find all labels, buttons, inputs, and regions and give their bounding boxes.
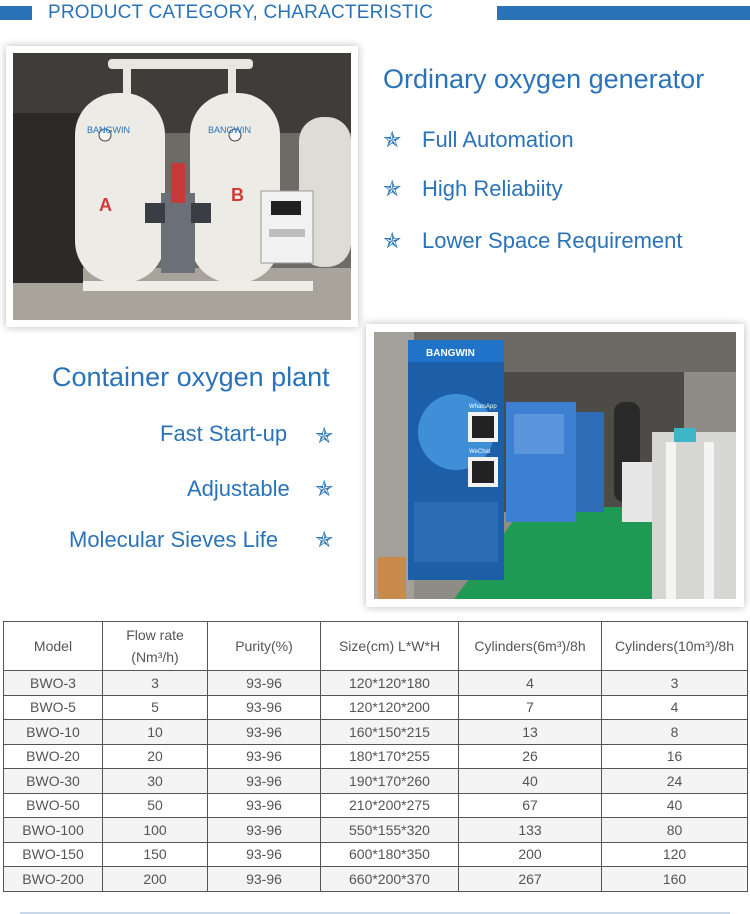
table-cell: 93-96 [208, 769, 321, 794]
feature-adjustable: Adjustable [187, 476, 290, 501]
table-cell: 120 [602, 842, 748, 867]
table-cell: 180*170*255 [321, 744, 459, 769]
feature-lower-space: Lower Space Requirement [422, 228, 683, 253]
table-row [4, 744, 748, 769]
column-header-cylinders-6: Cylinders(6m³)/8h [459, 622, 602, 671]
banner-brand: BANGWIN [426, 348, 475, 359]
table-cell: 4 [602, 695, 748, 720]
table-cell: 24 [602, 769, 748, 794]
table-cell: 160 [602, 867, 748, 892]
table-cell: 67 [459, 793, 602, 818]
table-cell: 200 [103, 867, 208, 892]
oxygen-generator-illustration [13, 53, 351, 320]
table-row [4, 793, 748, 818]
tank-b-letter: B [231, 185, 244, 205]
star-icon: ✯ [383, 228, 402, 253]
star-icon: ✯ [383, 127, 402, 152]
feature-fast-startup: Fast Start-up [160, 421, 288, 446]
header-accent-bar-left [0, 6, 32, 20]
table-cell: 600*180*350 [321, 842, 459, 867]
table-row [4, 671, 748, 696]
table-cell: 93-96 [208, 818, 321, 843]
oxygen-generator-photo [6, 46, 358, 327]
spec-table [3, 621, 748, 892]
table-cell: 16 [602, 744, 748, 769]
table-row [4, 769, 748, 794]
table-cell: 93-96 [208, 793, 321, 818]
container-plant-title: Container oxygen plant [52, 362, 330, 392]
star-icon: ✯ [383, 176, 402, 201]
table-row [4, 867, 748, 892]
table-cell: 26 [459, 744, 602, 769]
table-cell: 40 [602, 793, 748, 818]
feature-molecular-sieves-life: Molecular Sieves Life [69, 527, 279, 552]
table-cell: 267 [459, 867, 602, 892]
header-accent-bar-right [497, 6, 750, 20]
table-cell: 93-96 [208, 671, 321, 696]
table-cell: 80 [602, 818, 748, 843]
container-plant-photo [366, 324, 744, 607]
table-cell: 120*120*180 [321, 671, 459, 696]
table-cell: BWO-30 [4, 769, 103, 794]
table-cell: 8 [602, 720, 748, 745]
table-cell: 93-96 [208, 842, 321, 867]
table-cell: 3 [602, 671, 748, 696]
table-cell: 200 [459, 842, 602, 867]
table-cell: 10 [103, 720, 208, 745]
star-icon: ✯ [315, 476, 334, 501]
table-cell: 93-96 [208, 720, 321, 745]
feature-full-automation: Full Automation [422, 127, 574, 152]
table-cell: 50 [103, 793, 208, 818]
section-heading: PRODUCT CATEGORY, CHARACTERISTIC [48, 2, 434, 23]
table-cell: 20 [103, 744, 208, 769]
table-cell: 4 [459, 671, 602, 696]
column-header-size: Size(cm) L*W*H [321, 622, 459, 671]
table-cell: 7 [459, 695, 602, 720]
column-header-flow-rate-unit: (Nm³/h) [131, 649, 179, 665]
tank-a-letter: A [99, 195, 112, 215]
table-cell: BWO-100 [4, 818, 103, 843]
table-cell: BWO-20 [4, 744, 103, 769]
column-header-cylinders-10: Cylinders(10m³)/8h [602, 622, 748, 671]
table-cell: 30 [103, 769, 208, 794]
feature-high-reliability: High Reliabiity [422, 176, 563, 201]
table-row [4, 818, 748, 843]
table-cell: 160*150*215 [321, 720, 459, 745]
star-icon: ✯ [315, 527, 334, 552]
table-cell: 550*155*320 [321, 818, 459, 843]
table-cell: 660*200*370 [321, 867, 459, 892]
table-cell: 133 [459, 818, 602, 843]
table-cell: 120*120*200 [321, 695, 459, 720]
table-cell: 40 [459, 769, 602, 794]
table-row [4, 842, 748, 867]
container-plant-illustration [374, 332, 736, 599]
table-cell: 190*170*260 [321, 769, 459, 794]
column-header-purity: Purity(%) [208, 622, 321, 671]
table-row [4, 695, 748, 720]
tank-b-brand: BANGWIN [208, 125, 252, 135]
table-cell: BWO-50 [4, 793, 103, 818]
ordinary-generator-title: Ordinary oxygen generator [383, 64, 705, 94]
table-cell: 210*200*275 [321, 793, 459, 818]
table-row [4, 720, 748, 745]
table-cell: 93-96 [208, 744, 321, 769]
column-header-model: Model [4, 622, 103, 671]
column-header-flow-rate-label: Flow rate [126, 627, 184, 643]
banner-wechat-label: WeChat [469, 449, 491, 455]
star-icon: ✯ [315, 423, 334, 448]
table-cell: 93-96 [208, 867, 321, 892]
table-cell: BWO-150 [4, 842, 103, 867]
table-cell: 100 [103, 818, 208, 843]
tank-a-brand: BANGWIN [87, 125, 131, 135]
table-cell: BWO-200 [4, 867, 103, 892]
table-cell: 13 [459, 720, 602, 745]
table-cell: 3 [103, 671, 208, 696]
table-cell: BWO-3 [4, 671, 103, 696]
table-cell: 150 [103, 842, 208, 867]
table-cell: 5 [103, 695, 208, 720]
column-header-flow-rate [103, 622, 208, 671]
table-cell: BWO-10 [4, 720, 103, 745]
banner-whatsapp-label: WhatsApp [469, 404, 497, 410]
table-cell: BWO-5 [4, 695, 103, 720]
table-cell: 93-96 [208, 695, 321, 720]
